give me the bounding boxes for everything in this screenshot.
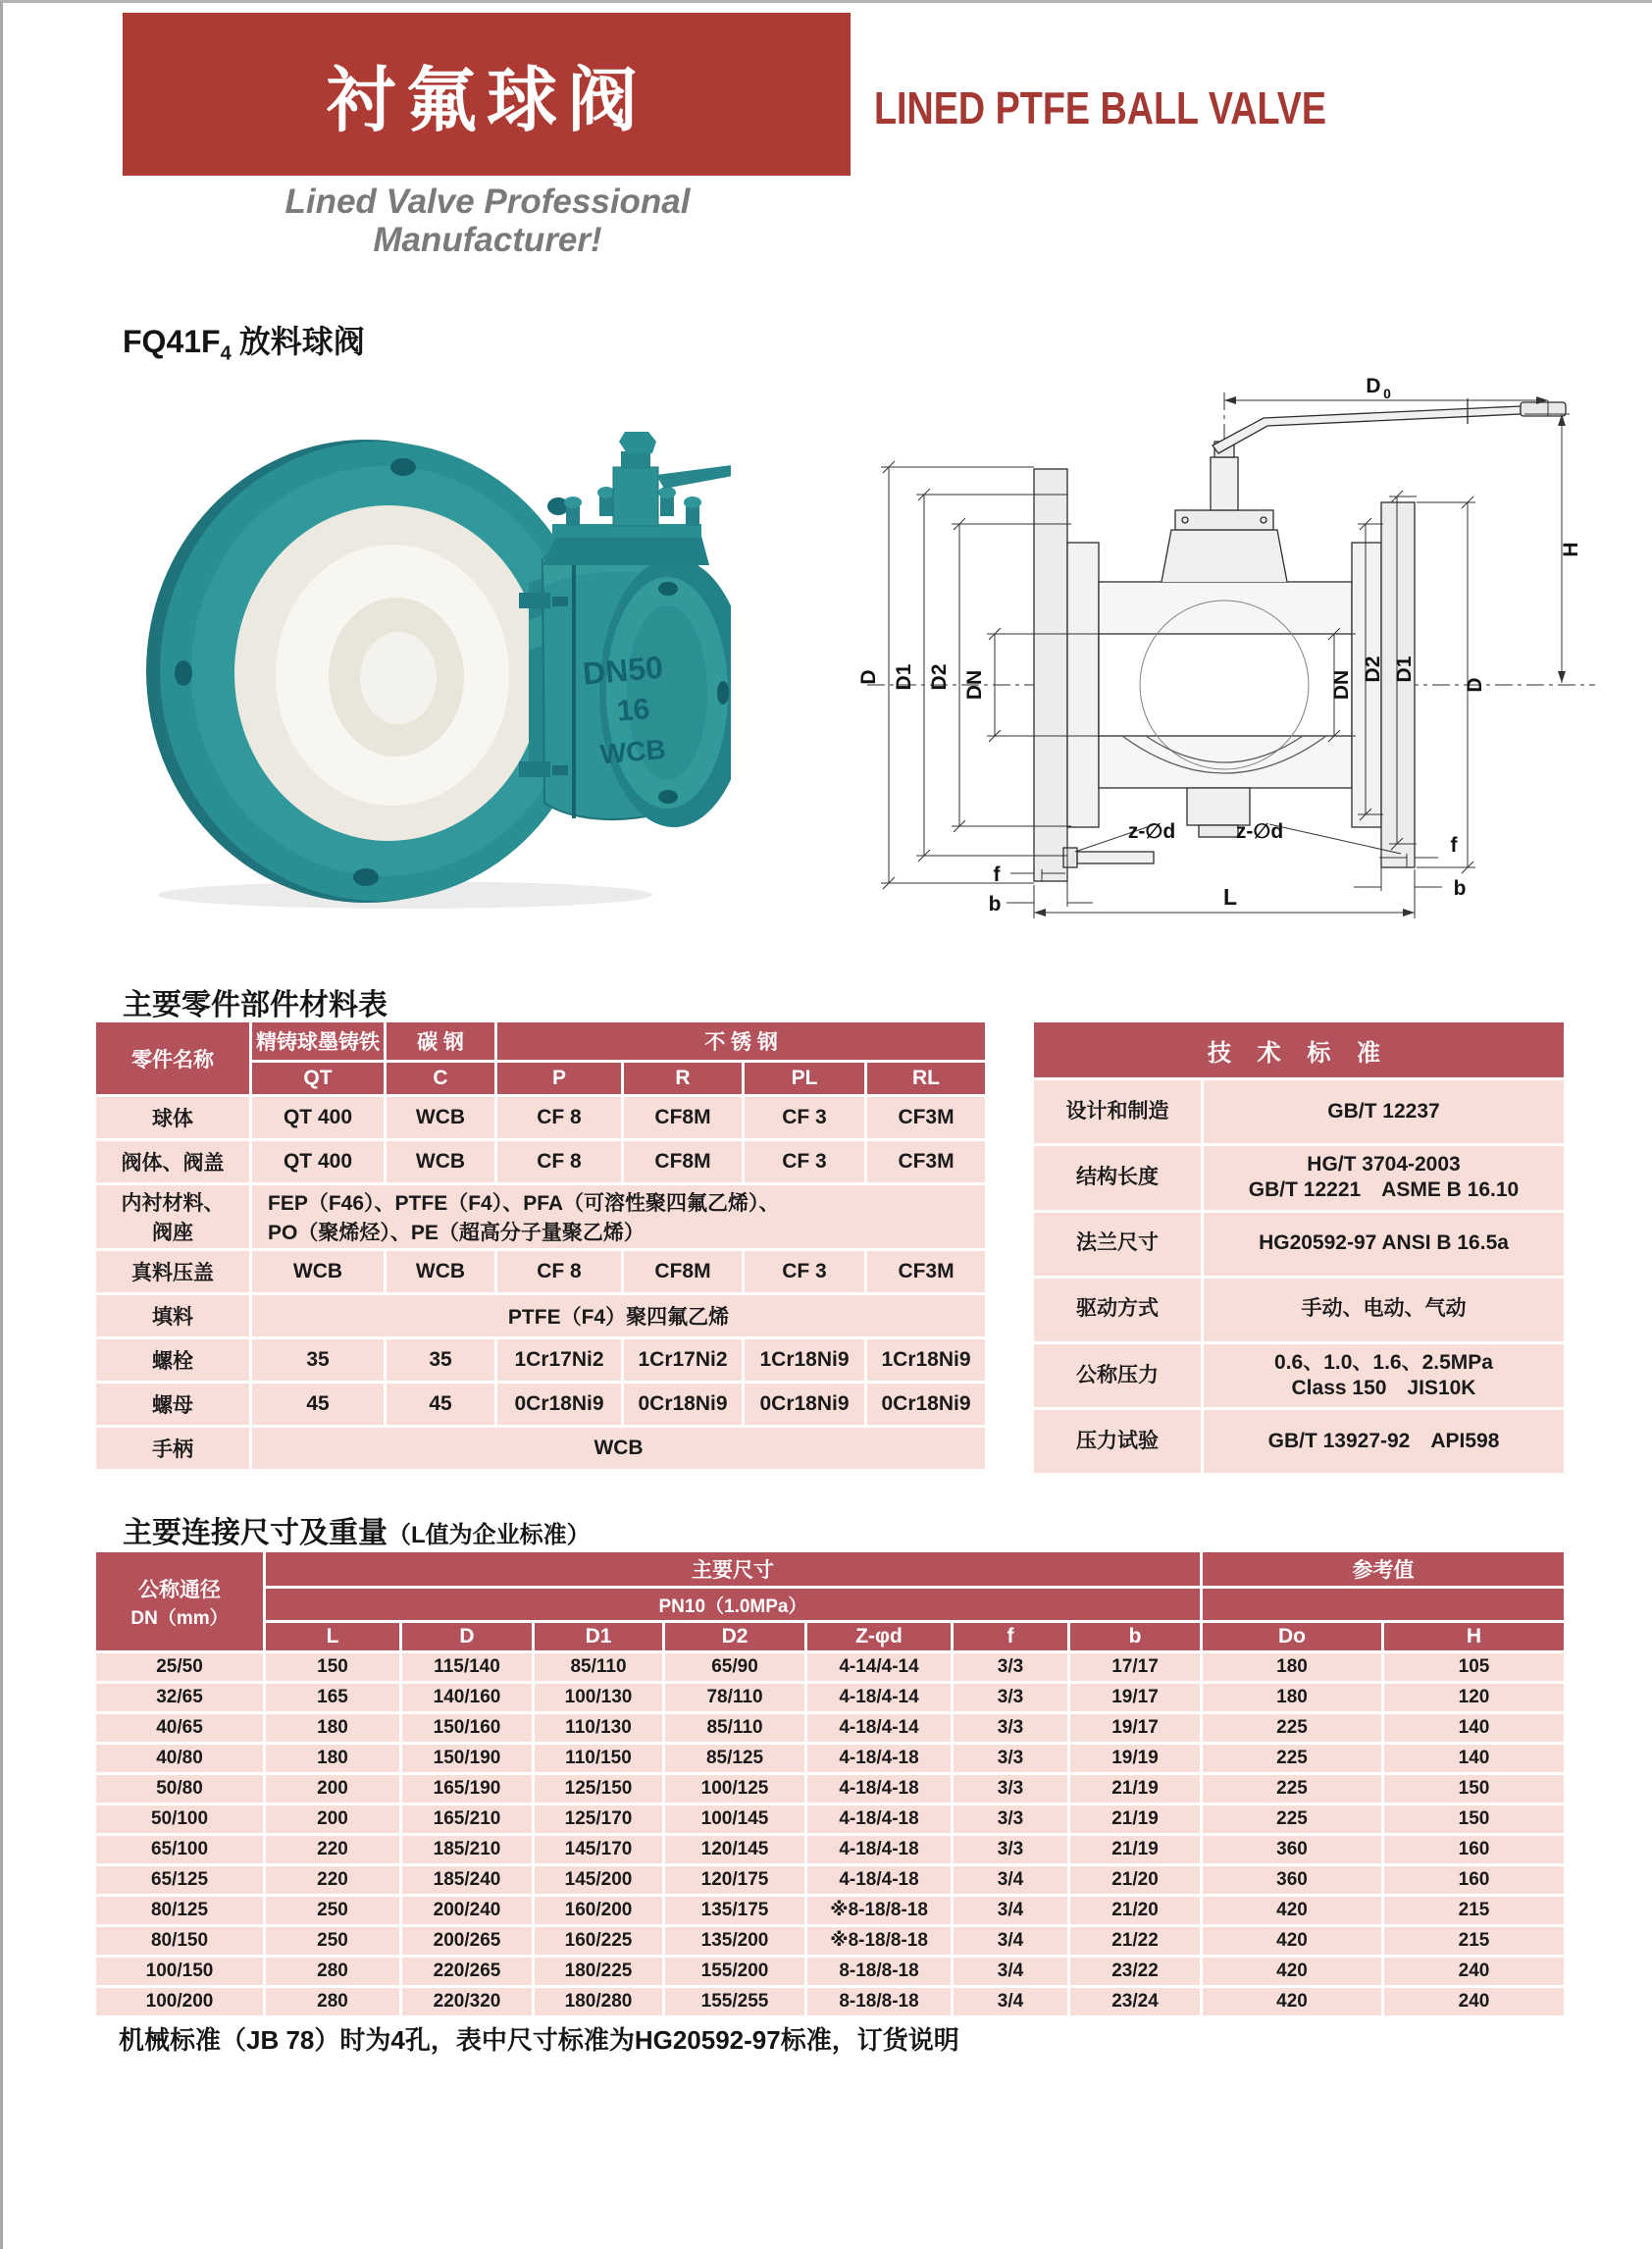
cell: CF3M [867,1097,985,1138]
cell: 21/19 [1070,1836,1200,1863]
section-outline [867,392,1595,881]
cell: 4-18/4-18 [807,1866,951,1894]
col-header-reference: 参考值 [1203,1552,1564,1586]
table-row [96,1775,1564,1803]
lever-bracket [656,463,731,489]
cell: 85/110 [665,1714,804,1742]
cell: 23/24 [1070,1988,1200,2015]
cell: 100/130 [535,1684,662,1711]
subheader-row [96,1623,1564,1650]
model-subscript: 4 [220,342,232,365]
bolt-hole [353,868,379,886]
cell: 85/125 [665,1745,804,1772]
standards-table-title: 技 术 标 准 [1034,1022,1564,1077]
dims-table [93,1549,1567,2018]
cell: 3/4 [954,1897,1067,1924]
cell: 160 [1384,1836,1564,1863]
dim-d0-sub: 0 [1383,386,1391,401]
cell: 3/4 [954,1958,1067,1985]
cell: 4-18/4-14 [807,1684,951,1711]
cell: 140/160 [402,1684,532,1711]
cell: WCB [387,1097,494,1138]
cell: CF 3 [745,1251,864,1292]
cell: 200/240 [402,1897,532,1924]
cell: 0.6、1.0、1.6、2.5MPa Class 150 JIS10K [1204,1344,1564,1408]
col-header-d1: D1 [535,1623,662,1650]
row-label: 真料压盖 [96,1251,249,1292]
cell: 155/255 [665,1988,804,2015]
cell: 180/280 [535,1988,662,2015]
body-bolt [552,597,568,606]
cell: 0Cr18Ni9 [624,1384,742,1425]
cell: 手动、电动、气动 [1204,1279,1564,1341]
cell: 45 [387,1384,494,1425]
cell: 120/145 [665,1836,804,1863]
bolt-hole [717,681,729,705]
cell: WCB [387,1141,494,1182]
cell: 165/190 [402,1775,532,1803]
cell: 78/110 [665,1684,804,1711]
cell: 180 [266,1714,399,1742]
cell: 3/3 [954,1714,1067,1742]
cell: 120 [1384,1684,1564,1711]
cell: 1Cr18Ni9 [745,1339,864,1381]
row-label: 80/150 [96,1927,263,1955]
dim-d2-left: D2 [928,663,951,691]
row-label: 设计和制造 [1034,1080,1201,1143]
dim-d1-right: D1 [1393,655,1416,683]
cell: 120/175 [665,1866,804,1894]
table-row [96,1866,1564,1894]
cell: 150 [1384,1805,1564,1833]
cell: 115/140 [402,1653,532,1681]
col-header-f: f [954,1623,1067,1650]
cell: 165/210 [402,1805,532,1833]
standards-table [1031,1020,1567,1476]
cell: 21/20 [1070,1866,1200,1894]
table-row [96,1897,1564,1924]
cell: 110/130 [535,1714,662,1742]
cell: ※8-18/8-18 [807,1897,951,1924]
cell: WCB [252,1251,384,1292]
table-row [96,1251,985,1292]
cell: CF 3 [745,1097,864,1138]
cell: CF3M [867,1141,985,1182]
col-header-l: L [266,1623,399,1650]
table-row [1034,1279,1564,1341]
cell: 65/90 [665,1653,804,1681]
table-row [96,1836,1564,1863]
cell: 21/19 [1070,1805,1200,1833]
cell: 4-18/4-18 [807,1836,951,1863]
col-header-do: Do [1203,1623,1381,1650]
row-label: 法兰尺寸 [1034,1213,1201,1276]
pn-row [96,1589,1564,1620]
col-header-qt: QT [252,1063,384,1094]
row-label: 螺母 [96,1384,249,1425]
cell: 160 [1384,1866,1564,1894]
col-header-pn10: PN10（1.0MPa） [266,1589,1200,1620]
cell: 160/225 [535,1927,662,1955]
col-header-ductile-iron: 精铸球墨铸铁 [252,1022,384,1060]
top-assembly [542,432,731,565]
table-row [96,1988,1564,2015]
col-header-b: b [1070,1623,1200,1650]
cell: 420 [1203,1897,1381,1924]
col-header-c: C [387,1063,494,1094]
valve-drawing-svg [832,371,1626,920]
dims-title-main: 主要连接尺寸及重量 [123,1517,387,1549]
cell: CF 8 [497,1141,621,1182]
cell: 4-18/4-18 [807,1775,951,1803]
cell: 225 [1203,1714,1381,1742]
dim-dn-right: DN [1330,669,1353,701]
dim-d1-left: D1 [893,663,915,691]
dim-d0: D [1366,375,1381,397]
row-label: 32/65 [96,1684,263,1711]
cell: 35 [387,1339,494,1381]
cell: QT 400 [252,1097,384,1138]
body-bolt [552,765,568,775]
cell: 23/22 [1070,1958,1200,1985]
col-header-part-name: 零件名称 [96,1022,249,1094]
row-label: 80/125 [96,1897,263,1924]
cell: 1Cr18Ni9 [867,1339,985,1381]
cell: 4-18/4-18 [807,1745,951,1772]
cell: 150 [266,1653,399,1681]
cell: CF8M [624,1251,742,1292]
row-label: 螺栓 [96,1339,249,1381]
dim-zd-left: z-∅d [1127,820,1176,843]
english-title: LINED PTFE BALL VALVE [874,82,1327,133]
table-row [96,1141,985,1182]
cell: 140 [1384,1714,1564,1742]
cell: 85/110 [535,1653,662,1681]
cell: 155/200 [665,1958,804,1985]
cell: 220 [266,1836,399,1863]
table-row [96,1339,985,1381]
cell: 220/265 [402,1958,532,1985]
cell: 240 [1384,1958,1564,1985]
tagline-line2: Manufacturer! [373,220,602,259]
col-header-carbon-steel: 碳 钢 [387,1022,494,1060]
clamp-lug [519,761,550,777]
cell: 4-18/4-18 [807,1805,951,1833]
dim-h: H [1560,542,1582,557]
table-row [96,1927,1564,1955]
cell: 225 [1203,1745,1381,1772]
table-row [1034,1146,1564,1210]
cell: 21/20 [1070,1897,1200,1924]
bolt-hole [390,458,416,476]
dim-l: L [1222,884,1238,910]
row-label: 结构长度 [1034,1146,1201,1210]
stem [1211,457,1238,510]
bolt-hole [175,660,192,686]
col-header-ref-spacer [1203,1589,1564,1620]
cell: 180 [1203,1684,1381,1711]
cell: 21/22 [1070,1927,1200,1955]
cell: 145/170 [535,1836,662,1863]
dim-b-left: b [988,893,1002,915]
dn-line1: 公称通径 [138,1578,221,1601]
cell: 215 [1384,1927,1564,1955]
cell: 220/320 [402,1988,532,2015]
banner-title: 衬氟球阀 [325,62,647,140]
cell: 135/200 [665,1927,804,1955]
cell: 280 [266,1958,399,1985]
valve-photo-svg [130,381,731,915]
col-header-pl: PL [745,1063,864,1094]
stem-head [619,432,656,453]
cell: 180 [266,1745,399,1772]
cell: 35 [252,1339,384,1381]
cell: QT 400 [252,1141,384,1182]
table-row [96,1714,1564,1742]
dims-table-title [123,1508,591,1551]
col-header-dn [96,1552,263,1650]
cell: 150 [1384,1775,1564,1803]
cell: 100/145 [665,1805,804,1833]
marking-dn: DN50 [581,649,665,692]
cell: 3/4 [954,1988,1067,2015]
bolt-hole [658,582,678,596]
dims-title-note: （L值为企业标准） [387,1522,591,1548]
cell: 165 [266,1684,399,1711]
dim-f-right: f [1450,834,1458,857]
cell: 140 [1384,1745,1564,1772]
cell: 145/200 [535,1866,662,1894]
col-header-rl: RL [867,1063,985,1094]
row-label: 公称压力 [1034,1344,1201,1408]
table-row [96,1295,985,1336]
tagline [250,183,725,259]
cell: 185/210 [402,1836,532,1863]
table-row [96,1745,1564,1772]
cell: 1Cr17Ni2 [497,1339,621,1381]
tagline-line1: Lined Valve Professional [284,183,691,221]
table-row [96,1653,1564,1681]
cell: 200 [266,1775,399,1803]
banner [123,13,851,176]
valve-photo [130,381,731,915]
row-label: 50/100 [96,1805,263,1833]
table-row [1034,1344,1564,1408]
cell: 19/17 [1070,1714,1200,1742]
table-row [1034,1213,1564,1276]
row-label: 25/50 [96,1653,263,1681]
cell: GB/T 12237 [1204,1080,1564,1143]
cell: 3/3 [954,1653,1067,1681]
cell: 125/170 [535,1805,662,1833]
row-label: 驱动方式 [1034,1279,1201,1341]
col-header-stainless-steel: 不 锈 钢 [497,1022,985,1060]
dim-zd-right: z-∅d [1235,820,1284,843]
model-prefix: FQ41F [123,324,221,359]
cell: CF8M [624,1097,742,1138]
row-label: 阀体、阀盖 [96,1141,249,1182]
cell: 8-18/8-18 [807,1988,951,2015]
col-header-d2: D2 [665,1623,804,1650]
cell: 105 [1384,1653,1564,1681]
cell: 19/19 [1070,1745,1200,1772]
cell: 17/17 [1070,1653,1200,1681]
bolt-hole [658,790,678,804]
cell: 3/3 [954,1745,1067,1772]
cell: 100/125 [665,1775,804,1803]
header-row [1034,1022,1564,1077]
cell: 0Cr18Ni9 [745,1384,864,1425]
dn-line2: DN（mm） [130,1607,229,1629]
cell: 180/225 [535,1958,662,1985]
cell: 110/150 [535,1745,662,1772]
section-title [123,317,365,365]
cell: CF 8 [497,1251,621,1292]
materials-table-title: 主要零件部件材料表 [123,989,387,1021]
cell: 215 [1384,1897,1564,1924]
row-label: 压力试验 [1034,1410,1201,1473]
marking-pn: 16 [615,692,651,728]
row-label: 65/100 [96,1836,263,1863]
cell: 200 [266,1805,399,1833]
span-cell: FEP（F46）、PTFE（F4）、PFA（可溶性聚四氟乙烯）、 PO（聚烯烃）、PE（超高分子量聚乙烯） [252,1185,985,1248]
cell: 3/3 [954,1836,1067,1863]
cell: 3/4 [954,1927,1067,1955]
table-row [96,1684,1564,1711]
bonnet [1162,530,1287,582]
cell: WCB [387,1251,494,1292]
cell: GB/T 13927-92 API598 [1204,1410,1564,1473]
materials-table [93,1020,988,1472]
cell: 150/190 [402,1745,532,1772]
col-header-d: D [402,1623,532,1650]
cell: 420 [1203,1927,1381,1955]
header-row [96,1552,1564,1586]
clamp-lug [519,593,550,608]
cell: 0Cr18Ni9 [497,1384,621,1425]
span-cell: WCB [252,1428,985,1469]
left-flange [146,440,595,903]
cell: 240 [1384,1988,1564,2015]
cell: 360 [1203,1836,1381,1863]
row-label: 内衬材料、 阀座 [96,1185,249,1248]
dim-d-right: D [1464,677,1486,693]
cell: 8-18/8-18 [807,1958,951,1985]
row-label: 100/200 [96,1988,263,2015]
table-row [1034,1080,1564,1143]
right-flange-section [1381,502,1415,867]
cell: 150/160 [402,1714,532,1742]
dim-b-right: b [1453,877,1467,900]
cell: 125/150 [535,1775,662,1803]
span-cell: PTFE（F4）聚四氟乙烯 [252,1295,985,1336]
cell: CF 8 [497,1097,621,1138]
col-header-main-dims: 主要尺寸 [266,1552,1200,1586]
cell: 185/240 [402,1866,532,1894]
handle [1213,406,1521,453]
cell: ※8-18/8-18 [807,1927,951,1955]
header-row [96,1022,985,1060]
cell: CF3M [867,1251,985,1292]
table-row [96,1097,985,1138]
cell: 250 [266,1927,399,1955]
row-label: 100/150 [96,1958,263,1985]
cell: 19/17 [1070,1684,1200,1711]
cell: 225 [1203,1775,1381,1803]
table-row [96,1428,985,1469]
cell: 160/200 [535,1897,662,1924]
cell: 0Cr18Ni9 [867,1384,985,1425]
cell: 220 [266,1866,399,1894]
row-label: 40/65 [96,1714,263,1742]
row-label: 球体 [96,1097,249,1138]
col-header-h: H [1384,1623,1564,1650]
cell: 3/3 [954,1775,1067,1803]
left-flange-section [1034,469,1067,881]
drain-bolt [1077,852,1154,863]
table-row [1034,1410,1564,1473]
row-label: 手柄 [96,1428,249,1469]
table-row [96,1185,985,1248]
footnote: 机械标准（JB 78）时为4孔，表中尺寸标准为HG20592-97标准，订货说明 [119,2025,959,2055]
table-row [96,1805,1564,1833]
marking-material: WCB [598,733,667,770]
cell: 3/4 [954,1866,1067,1894]
col-header-p: P [497,1063,621,1094]
cell: 250 [266,1897,399,1924]
dim-d2-right: D2 [1362,655,1384,683]
cell: 4-14/4-14 [807,1653,951,1681]
cell: 3/3 [954,1805,1067,1833]
cell: 280 [266,1988,399,2015]
col-header-zd: Z-φd [807,1623,951,1650]
cell: CF8M [624,1141,742,1182]
bore [1099,634,1352,736]
cell: 4-18/4-14 [807,1714,951,1742]
cell: 180 [1203,1653,1381,1681]
dim-dn-left: DN [963,669,986,701]
cell: CF 3 [745,1141,864,1182]
table-row [96,1384,985,1425]
cell: 420 [1203,1988,1381,2015]
row-label: 50/80 [96,1775,263,1803]
valve-drawing [832,371,1626,920]
model-suffix: 放料球阀 [238,324,365,359]
cell: 200/265 [402,1927,532,1955]
cell: 225 [1203,1805,1381,1833]
cell: 45 [252,1384,384,1425]
dim-f-left: f [993,863,1001,886]
col-header-r: R [624,1063,742,1094]
row-label: 填料 [96,1295,249,1336]
cell: 21/19 [1070,1775,1200,1803]
table-row [96,1958,1564,1985]
cell: 1Cr17Ni2 [624,1339,742,1381]
cell: 360 [1203,1866,1381,1894]
cell: 420 [1203,1958,1381,1985]
cell: 135/175 [665,1897,804,1924]
dim-d-left: D [857,669,880,685]
cell: HG/T 3704-2003 GB/T 12221 ASME B 16.10 [1204,1146,1564,1210]
row-label: 65/125 [96,1866,263,1894]
row-label: 40/80 [96,1745,263,1772]
cell: HG20592-97 ANSI B 16.5a [1204,1213,1564,1276]
cell: 3/3 [954,1684,1067,1711]
